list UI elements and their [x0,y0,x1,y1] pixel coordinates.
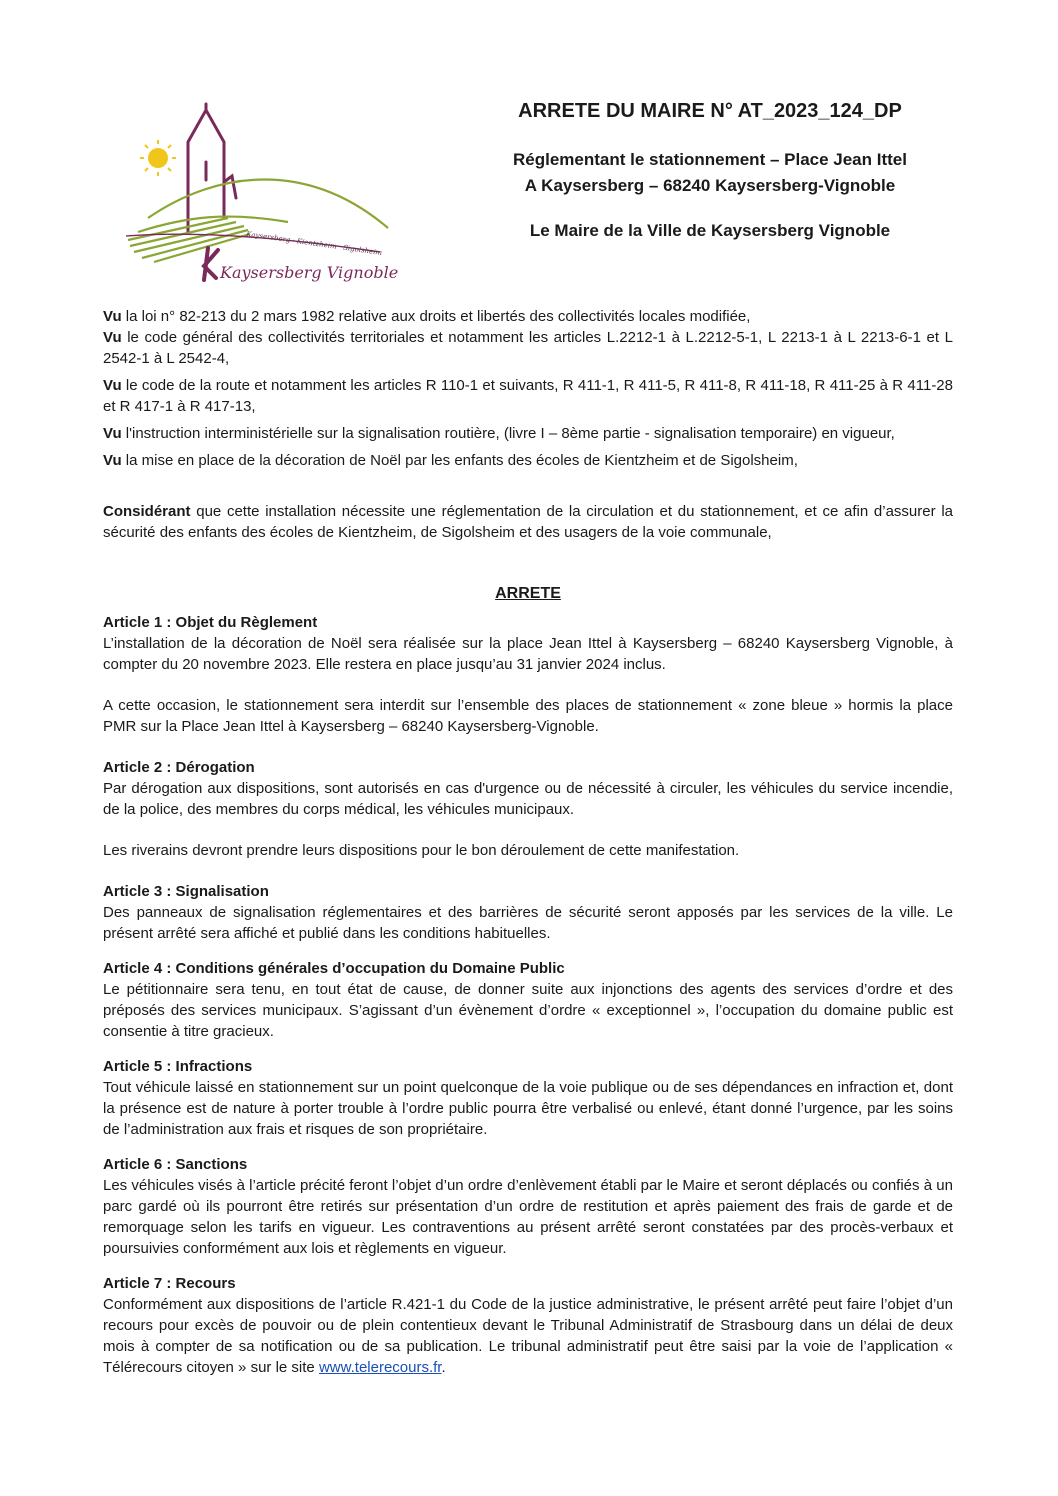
vu-lead: Vu [103,377,122,394]
article-5 [103,1056,953,1140]
vu-clause [103,306,953,327]
article-title: Article 6 : Sanctions [103,1156,248,1173]
vu-text: la mise en place de la décoration de Noël par les enfants des écoles de Kientzheim et de Sigolsheim, [121,452,798,469]
telerecours-link[interactable]: www.telerecours.fr [318,1359,442,1376]
document-subtitle-line1: Réglementant le stationnement – Place Jean Ittel [513,150,907,169]
considerant-lead: Considérant [103,503,191,520]
article-paragraph: Des panneaux de signalisation réglementaires et des barrières de sécurité seront apposés par les services de la ville. Le présent arrêté sera affiché et publié dans les conditions habituelles. [103,904,953,942]
considerant-clause [103,501,953,543]
article-title: Article 1 : Objet du Règlement [103,614,318,631]
article-title: Article 3 : Signalisation [103,883,269,900]
article-7 [103,1273,953,1378]
church-tower-icon [188,104,236,232]
article-text: Conformément aux dispositions de l’article R.421-1 du Code de la justice administrative, le présent arrêté peut faire l’objet d’un recours pour excès de pouvoir ou de plein contentieux devant le Tribunal Administratif de Strasbourg dans un délai de deux mois à compter de sa notification ou de sa publication. Le tribunal administratif peut être saisi par la voie de l’application « Télérecours citoyen » sur le site [103,1296,953,1376]
article-3 [103,881,953,944]
article-title: Article 4 : Conditions générales d’occupation du Domaine Public [103,960,565,977]
logo-band-text: Kaysersberg · Kientzheim · Sigolsheim [245,230,383,258]
article-paragraph: L’installation de la décoration de Noël sera réalisée sur la place Jean Ittel à Kaysersberg – 68240 Kaysersberg Vignoble, à compter du 20 novembre 2023. Elle restera en place jusqu’au 31 janvier 2024 inclus. [103,635,953,673]
vu-lead: Vu [103,308,122,325]
vu-lead: Vu [103,452,122,469]
article-title: Article 2 : Dérogation [103,759,255,776]
article-paragraph [103,1294,953,1378]
vu-clause [103,327,953,369]
sun-icon [140,140,176,176]
vu-clause [103,450,953,471]
vu-text: le code de la route et notamment les articles R 110-1 et suivants, R 411-1, R 411-5, R 411-8, R 411-18, R 411-25 à R 411-28 et R 417-1 à R 417-13, [103,377,953,415]
vu-clause [103,423,953,444]
kaysersberg-vignoble-logo [108,100,398,290]
article-4 [103,958,953,1042]
article-paragraph: Tout véhicule laissé en stationnement sur un point quelconque de la voie publique ou de ses dépendances en infraction et, dont la présence est de nature à porter trouble à l’ordre public pourra être verbalisé ou enlevé, étant donné l’urgence, par les soins de l’administration aux frais et risques de son propriétaire. [103,1079,953,1138]
article-paragraph: A cette occasion, le stationnement sera interdit sur l’ensemble des places de stationnement « zone bleue » hormis la place PMR sur la Place Jean Ittel à Kaysersberg – 68240 Kaysersberg-Vignoble. [103,697,953,735]
vu-text: la loi n° 82-213 du 2 mars 1982 relative aux droits et libertés des collectivités locales modifiée, [121,308,751,325]
article-paragraph: Les véhicules visés à l’article précité feront l’objet d’un ordre d’enlèvement établi par le Maire et seront déplacés ou confiés à un parc gardé où ils pourront être retirés sur présentation d’un ordre de restitution et après paiement des frais de garde et de remorquage selon les tarifs en vigueur. Les contraventions au présent arrêté seront constatées par des procès-verbaux et poursuivies conformément aux lois et règlements en vigueur. [103,1177,953,1257]
article-6 [103,1154,953,1259]
article-paragraph: Le pétitionnaire sera tenu, en tout état de cause, de donner suite aux injonctions des agents des services d’ordre et des préposés des services municipaux. S’agissant d’un évènement d’ordre « exceptionnel », l’occupation du domaine public est consentie à titre gracieux. [103,981,953,1040]
vu-text: l'instruction interministérielle sur la signalisation routière, (livre I – 8ème partie - signalisation temporaire) en vigueur, [121,425,895,442]
document-subtitle-line2: A Kaysersberg – 68240 Kaysersberg-Vignoble [524,176,896,195]
vu-clause [103,375,953,417]
article-title: Article 5 : Infractions [103,1058,253,1075]
article-2 [103,757,953,861]
article-paragraph: Les riverains devront prendre leurs dispositions pour le bon déroulement de cette manifestation. [103,842,740,859]
logo-name-text: Kaysersberg Vignoble [220,263,398,282]
article-paragraph: Par dérogation aux dispositions, sont autorisés en cas d'urgence ou de nécessité à circuler, les véhicules du service incendie, de la police, des membres du corps médical, les véhicules municipaux. [103,780,953,818]
document-title: ARRETE DU MAIRE N° AT_2023_124_DP [518,100,902,122]
article-1 [103,612,953,737]
considerant-text: que cette installation nécessite une réglementation de la circulation et du stationnement, et ce afin d’assurer la sécurité des enfants des écoles de Kientzheim, de Sigolsheim et des usagers de la voie communale, [103,503,953,541]
vu-text: le code général des collectivités territoriales et notamment les articles L.2212-1 à L.2212-5-1, L 2213-1 à L 2213-6-1 et L 2542-1 à L 2542-4, [103,329,953,367]
vu-lead: Vu [103,425,122,442]
article-title: Article 7 : Recours [103,1275,236,1292]
logo-k-letter-icon [204,248,218,280]
document-body [103,306,953,1378]
article-text: . [441,1359,446,1376]
document-header [430,100,990,241]
vu-lead: Vu [103,329,122,346]
mayor-heading: Le Maire de la Ville de Kaysersberg Vignoble [529,221,891,240]
arrete-heading: ARRETE [495,585,561,602]
